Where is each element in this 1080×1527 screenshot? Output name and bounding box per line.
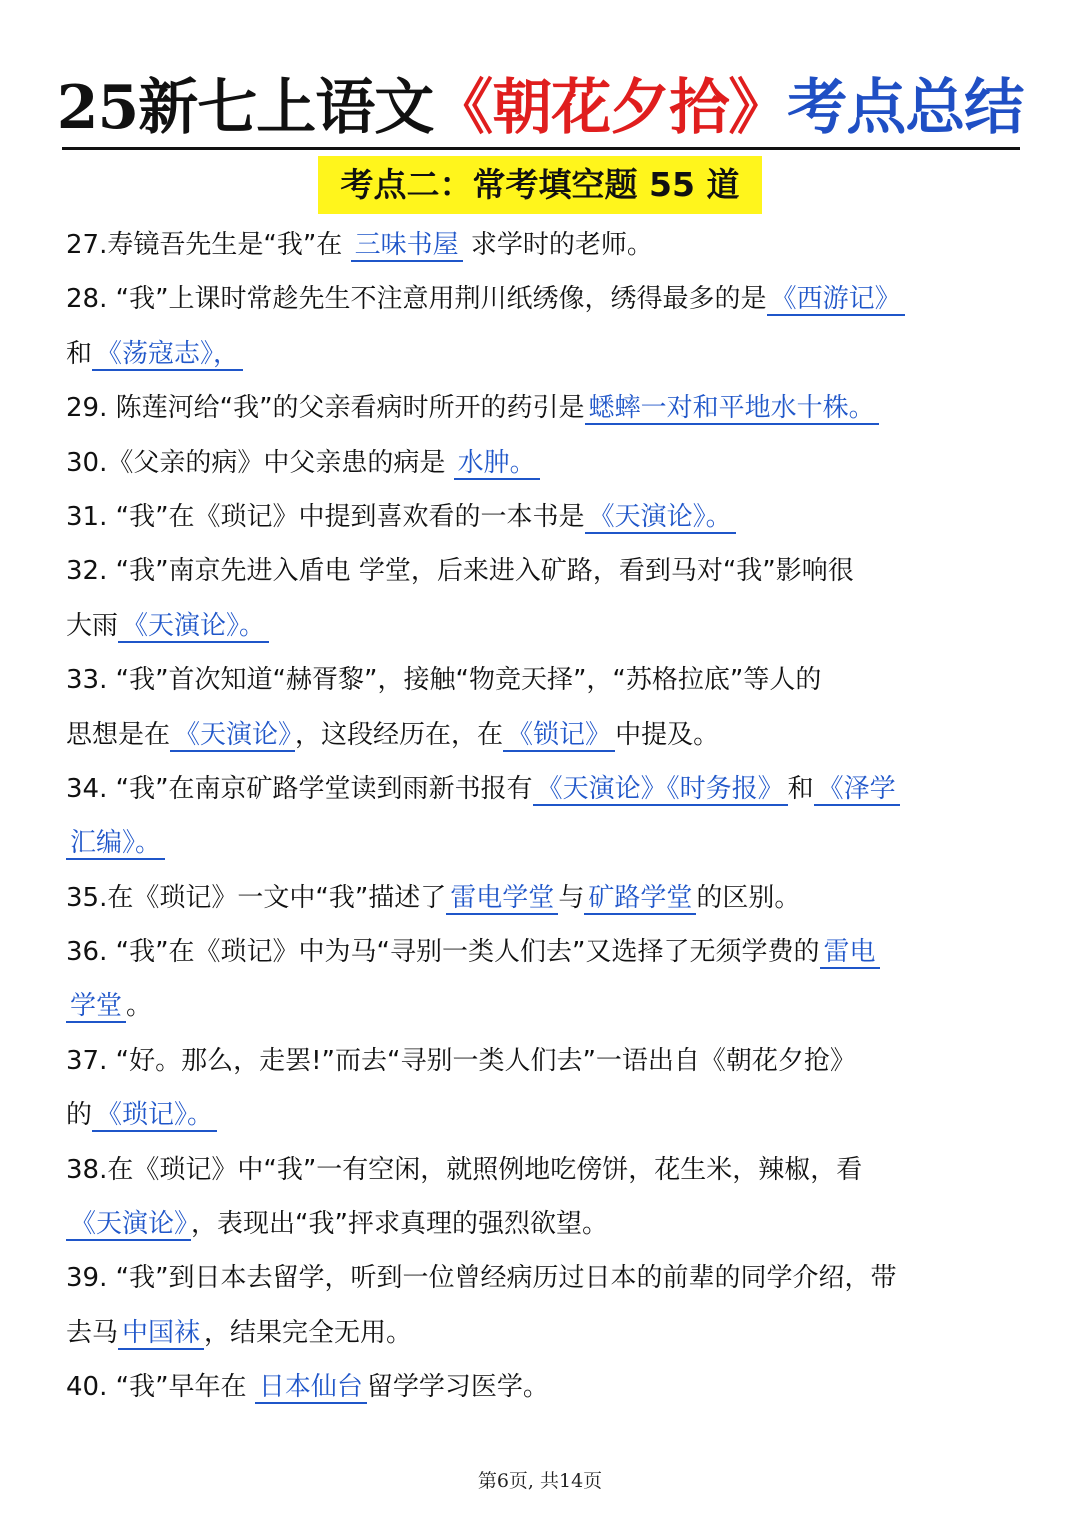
answer-blank: 《天演论》。	[118, 611, 269, 643]
answer-blank: 《琐记》。	[92, 1100, 217, 1132]
question-text: 27.寿镜吾先生是“我”在	[66, 230, 351, 260]
answer-blank: 《天演论》《时务报》	[533, 774, 788, 806]
question-line	[66, 490, 1016, 544]
question-text: 32. “我”南京先进入盾电 学堂，后来进入矿路，看到马对“我”影响很	[66, 556, 854, 587]
page-footer: 第6页, 共14页	[477, 1470, 603, 1492]
question-text: 37. “好。那么，走罢!”而去“寻别一类人们去”一语出自《朝花夕抢》	[66, 1045, 856, 1076]
question-line	[66, 979, 1016, 1033]
answer-blank: 《锁记》	[503, 720, 615, 752]
question-line	[66, 708, 1016, 762]
question-text: 35.在《琐记》一文中“我”描述了	[66, 882, 447, 913]
question-line	[66, 1251, 1016, 1305]
question-line	[66, 436, 1016, 490]
question-line	[66, 1088, 1016, 1142]
answer-blank: 水肿。	[454, 448, 540, 480]
question-text: 求学时的老师。	[462, 230, 653, 260]
question-text: 留学学习医学。	[366, 1372, 549, 1403]
question-line	[66, 762, 1016, 816]
answer-blank: 雷电	[820, 937, 880, 969]
question-text: 的	[66, 1100, 93, 1131]
question-text: ，结果完全无用。	[204, 1317, 413, 1348]
answer-blank: 雷电学堂	[446, 883, 558, 915]
answer-blank: 《天演论》	[170, 720, 295, 752]
question-line	[66, 381, 1016, 435]
answer-blank: 中国袜	[118, 1318, 204, 1350]
question-text: 36. “我”在《琐记》中为马“寻别一类人们去”又选择了无须学费的	[66, 937, 820, 968]
question-text: 。	[126, 991, 153, 1022]
page-title	[0, 62, 1080, 154]
title-prefix: 25新七上语文	[56, 73, 434, 143]
answer-blank: 学堂	[66, 991, 126, 1023]
question-line	[66, 272, 1016, 326]
question-text: 的区别。	[696, 882, 801, 913]
question-text: 33. “我”首次知道“赫胥黎”，接触“物竞天择”，“苏格拉底”等人的	[66, 665, 822, 696]
answer-blank: 《天演论》	[66, 1209, 191, 1241]
question-line	[66, 1360, 1016, 1414]
question-text: 30.《父亲的病》中父亲患的病是	[66, 447, 454, 478]
title-suffix: 考点总结	[787, 73, 1024, 143]
answer-blank: 三味书屋	[351, 230, 463, 262]
question-line	[66, 1197, 1016, 1251]
question-line	[66, 1143, 1016, 1197]
question-text: 28. “我”上课时常趁先生不注意用荆川纸绣像，绣得最多的是	[66, 284, 767, 315]
question-text: 大雨	[66, 610, 119, 641]
question-text: 思想是在	[66, 719, 171, 750]
question-text: 31. “我”在《琐记》中提到喜欢看的一本书是	[66, 501, 585, 532]
question-line	[66, 218, 1016, 272]
question-line	[66, 653, 1016, 707]
question-line	[66, 925, 1016, 979]
question-text: 34. “我”在南京矿路学堂读到雨新书报有	[66, 773, 533, 804]
section-subtitle: 考点二：常考填空题 55 道	[318, 156, 762, 214]
answer-blank: 《泽学	[814, 774, 900, 806]
question-list	[66, 218, 1016, 1415]
question-line	[66, 871, 1016, 925]
answer-blank: 矿路学堂	[584, 883, 696, 915]
question-text: 和	[66, 338, 93, 369]
answer-blank: 《荡寇志》，	[92, 339, 243, 371]
question-text: 与	[558, 882, 585, 913]
question-text: 39. “我”到日本去留学，听到一位曾经病历过日本的前辈的同学介绍，带	[66, 1263, 897, 1294]
question-text: 40. “我”早年在	[66, 1372, 255, 1403]
answer-blank: 蟋蟀一对和平地水十株。	[585, 393, 879, 425]
question-line	[66, 1034, 1016, 1088]
answer-blank: 汇编》。	[66, 828, 165, 860]
question-text: ，表现出“我”抨求真理的强烈欲望。	[191, 1209, 608, 1240]
question-text: 中提及。	[615, 719, 720, 750]
question-text: 去马	[66, 1317, 119, 1348]
question-text: 38.在《琐记》中“我”一有空闲，就照例地吃傍饼，花生米，辣椒，看	[66, 1154, 863, 1185]
title-book-name: 《朝花夕拾》	[433, 73, 788, 143]
question-line	[66, 544, 1016, 598]
question-line	[66, 816, 1016, 870]
answer-blank: 《天演论》。	[585, 502, 736, 534]
title-underline	[62, 147, 1020, 150]
answer-blank: 日本仙台	[255, 1372, 367, 1404]
question-line	[66, 599, 1016, 653]
answer-blank: 《西游记》	[767, 284, 905, 316]
question-line	[66, 327, 1016, 381]
question-text: ，这段经历在，在	[295, 719, 504, 750]
question-text: 和	[787, 773, 814, 804]
question-line	[66, 1306, 1016, 1360]
question-text: 29. 陈莲河给“我”的父亲看病时所开的药引是	[66, 393, 585, 424]
